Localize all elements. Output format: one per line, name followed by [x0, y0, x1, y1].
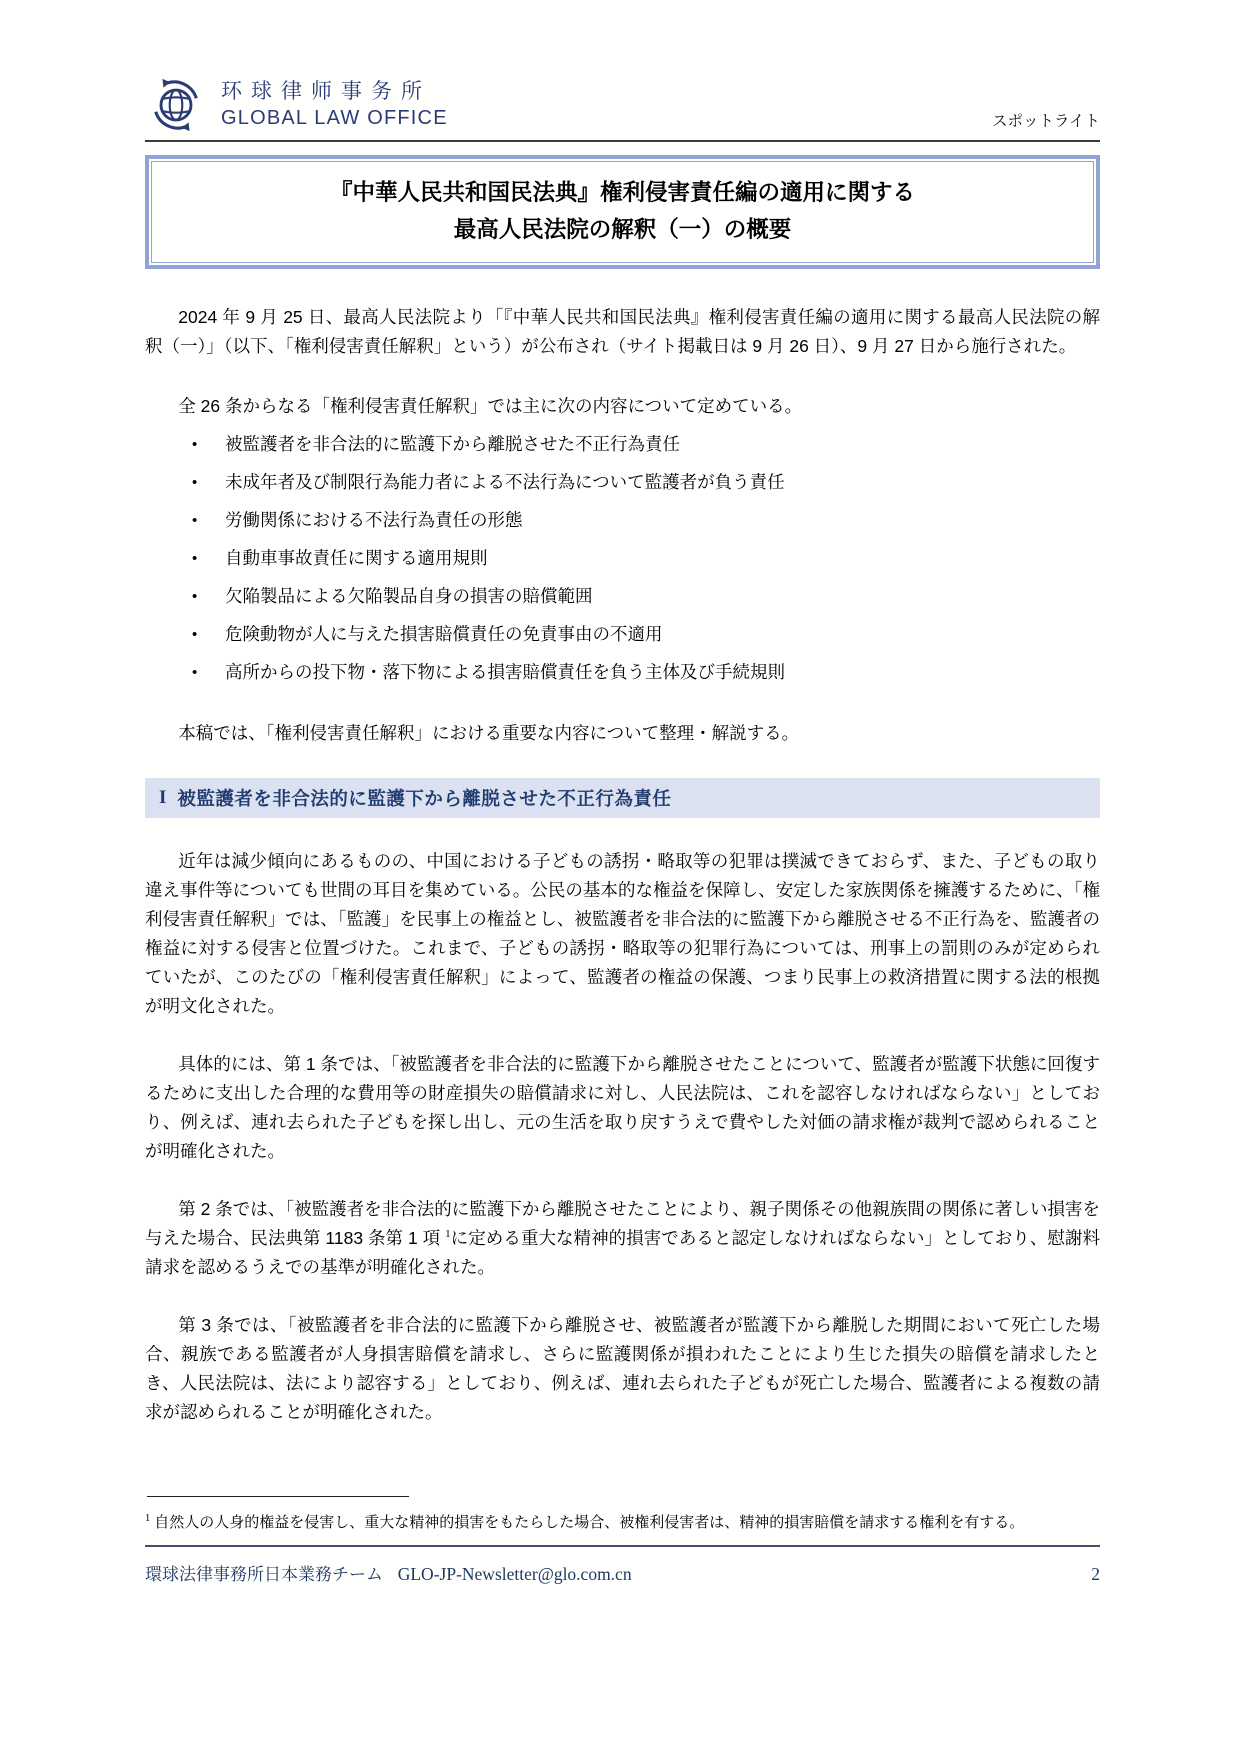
page-number: 2 — [1091, 1564, 1100, 1584]
list-item — [145, 468, 1100, 497]
section-heading — [145, 778, 1100, 818]
page-header — [145, 0, 1100, 134]
list-item-text: 被監護者を非合法的に監護下から離脱させた不正行為責任 — [225, 434, 680, 454]
section1-paragraph-2: 具体的には、第 1 条では、「被監護者を非合法的に監護下から離脱させたことについて、監護者が監護下状態に回復するために支出した合理的な費用等の財産損失の賠償請求に対し、人民法院は、これを認容しなければならない」としており、例えば、連れ去られた子どもを探し出し、元の生活を取り戻すうえで費やした対価の請求権が裁判で認められることが明確化された。 — [145, 1054, 1100, 1161]
bullet-icon: • — [192, 512, 198, 529]
article-title-line1: 『中華人民共和国民法典』権利侵害責任編の適用に関する — [329, 180, 915, 205]
footnote — [145, 1506, 1100, 1535]
list-item-text: 未成年者及び制限行為能力者による不法行為について監護者が負う責任 — [225, 472, 785, 492]
footnote-text: 自然人の人身的権益を侵害し、重大な精神的損害をもたらした場合、被権利侵害者は、精神的損害賠償を請求する権利を有する。 — [154, 1514, 1025, 1531]
section1-paragraph-4: 第 3 条では、「被監護者を非合法的に監護下から離脱させ、被監護者が監護下から離脱した期間において死亡した場合、親族である監護者が人身損害賠償を請求し、さらに監護関係が損われたことにより生じた損失の賠償を請求したとき、人民法院は、法により認容する」としており、例えば、連れ去られた子どもが死亡した場合、監護者による複数の請求が認められることが明確化された。 — [145, 1315, 1100, 1422]
footnote-marker: 1 — [145, 1513, 151, 1524]
paragraph-text: に定める重大な精神的損害であると認定しなければならない」としており、慰謝料請求を認めるうえでの基準が明確化された。 — [145, 1228, 1100, 1277]
header-divider — [145, 140, 1100, 142]
list-item — [145, 506, 1100, 535]
footnote-reference: 1 — [445, 1228, 451, 1241]
footer-team-name: 環球法律事務所日本業務チーム — [145, 1565, 383, 1584]
bullet-icon: • — [192, 474, 198, 491]
paragraph-text: 第 2 条では、「被監護者を非合法的に監護下から離脱させたことにより、親子関係その他親族間の関係に著しい損害を与えた場合、民法典第 1183 条第 1 項 — [145, 1199, 1100, 1248]
scope-paragraph: 本稿では、「権利侵害責任解釈」における重要な内容について整理・解説する。 — [178, 723, 800, 743]
page-bottom-block — [145, 1496, 1100, 1585]
list-intro-paragraph: 全 26 条からなる「権利侵害責任解釈」では主に次の内容について定めている。 — [178, 396, 803, 416]
list-item-text: 自動車事故責任に関する適用規則 — [225, 548, 488, 568]
list-item-text: 欠陥製品による欠陥製品自身の損害の賠償範囲 — [225, 586, 593, 606]
bullet-icon: • — [192, 550, 198, 567]
list-item-text: 労働関係における不法行為責任の形態 — [225, 510, 523, 530]
footer-divider — [145, 1545, 1100, 1547]
logo — [145, 76, 448, 134]
logo-name-en: GLOBAL LAW OFFICE — [221, 107, 448, 129]
list-item — [145, 430, 1100, 459]
topics-list — [145, 430, 1100, 687]
logo-name-cn: 环球律师事务所 — [221, 80, 431, 103]
bullet-icon: • — [192, 588, 198, 605]
list-item-text: 危険動物が人に与えた損害賠償責任の免責事由の不適用 — [225, 624, 663, 644]
list-item — [145, 658, 1100, 687]
list-item-text: 高所からの投下物・落下物による損害賠償責任を負う主体及び手続規則 — [225, 662, 785, 682]
list-item — [145, 544, 1100, 573]
logo-text — [221, 79, 448, 131]
section-heading-text: 被監護者を非合法的に監護下から離脱させた不正行為責任 — [177, 788, 672, 809]
section1-paragraph-3 — [145, 1195, 1100, 1282]
list-item — [145, 620, 1100, 649]
article-title-box — [145, 155, 1100, 269]
bullet-icon: • — [192, 664, 198, 681]
page-footer — [145, 1560, 1100, 1585]
intro-paragraph: 2024 年 9 月 25 日、最高人民法院より「『中華人民共和国民法典』権利侵害責任編の適用に関する最高人民法院の解釈（一）」（以下、「権利侵害責任解釈」という）が公布され（サイト掲載日は 9 月 26 日）、9 月 27 日から施行された。 — [145, 307, 1100, 356]
footnote-separator — [147, 1496, 409, 1497]
newsletter-category-label: スポットライト — [991, 113, 1100, 130]
article-title-line2: 最高人民法院の解釈（一）の概要 — [453, 217, 792, 242]
section1-paragraph-1: 近年は減少傾向にあるものの、中国における子どもの誘拐・略取等の犯罪は撲滅できておらず、また、子どもの取り違え事件等についても世間の耳目を集めている。公民の基本的な権益を保障し、安定した家族関係を擁護するために、「権利侵害責任解釈」では、「監護」を民事上の権益とし、被監護者を非合法的に監護下から離脱させる不正行為を、監護者の権益に対する侵害と位置づけた。これまで、子どもの誘拐・略取等の犯罪行為については、刑事上の罰則のみが定められていたが、このたびの「権利侵害責任解釈」によって、監護者の権益の保護、つまり民事上の救済措置に関する法的根拠が明文化された。 — [145, 851, 1100, 1016]
bullet-icon: • — [192, 436, 198, 453]
list-item — [145, 582, 1100, 611]
globe-logo-icon — [145, 76, 207, 134]
section-number: I — [159, 787, 167, 808]
bullet-icon: • — [192, 626, 198, 643]
footer-email: GLO-JP-Newsletter@glo.com.cn — [397, 1564, 632, 1584]
